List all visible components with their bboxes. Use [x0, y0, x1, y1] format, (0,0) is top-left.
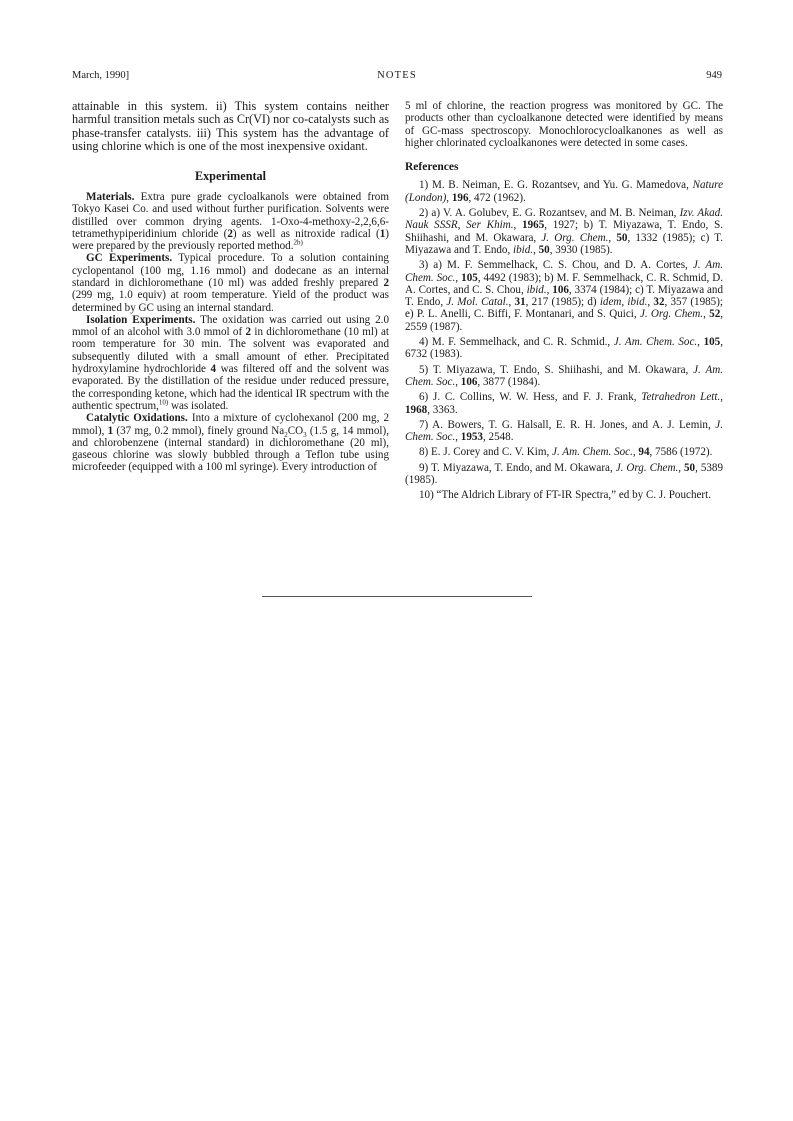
- ref-journal: J. Am. Chem. Soc.: [405, 363, 724, 388]
- ref-text: 7) A. Bowers, T. G. Halsall, E. R. H. Jones, and A. J. Lemin,: [419, 418, 716, 431]
- ref-volume: 106: [460, 375, 478, 388]
- ref-text: , 3930 (1985).: [549, 243, 613, 256]
- isolation-text-1: The oxidation was carried out using 2.0 mmol of an alcohol with 3.0 mmol of: [72, 313, 389, 339]
- ref-journal: J. Am. Chem. Soc.: [613, 336, 698, 349]
- running-header: [72, 70, 722, 86]
- compound-4-ref: 4: [210, 363, 217, 376]
- ref-text: ,: [546, 283, 553, 296]
- ref-text: ,: [533, 243, 539, 256]
- subscript-2: 2: [284, 430, 288, 439]
- right-column: [405, 100, 723, 505]
- ref-text: ,: [678, 461, 684, 474]
- ref-journal: J. Org. Chem.: [639, 308, 704, 321]
- gc-paragraph: [72, 252, 389, 313]
- reference-4: [405, 336, 723, 361]
- gc-text-1: Typical procedure. To a solution containing cyclopentanol (100 mg, 1.16 mmol) and dodecane as an internal standard in dichloromethane (10 ml) was added freshly prepared: [72, 252, 389, 289]
- ref-text: ,: [632, 446, 639, 459]
- ref-journal: J. Chem. Soc.: [405, 418, 723, 444]
- ref-text: , 3374 (1984); c) T. Miyazawa and T. Endo,: [405, 283, 723, 309]
- ref-volume: 196: [451, 191, 469, 204]
- ref-volume: 32: [653, 296, 665, 309]
- ref-text: ,: [703, 308, 710, 321]
- ref-text: 3) a) M. F. Semmelhack, C. S. Chou, and D. A. Cortes,: [419, 259, 693, 272]
- ref-journal: Nature (London): [405, 179, 723, 204]
- ref-volume: 50: [538, 243, 550, 256]
- ref-volume: 1968: [405, 403, 428, 416]
- ref-text: , 2548.: [482, 431, 514, 444]
- compound-1-ref: 1: [379, 227, 386, 240]
- compound-1-ref: 1: [107, 424, 114, 437]
- ref-text: 9) T. Miyazawa, T. Endo, and M. Okawara,: [419, 461, 616, 474]
- ref-journal: J. Mol. Catal.: [446, 296, 509, 309]
- continuation-paragraph: 5 ml of chlorine, the reaction progress was monitored by GC. The products other than cycloalkanone detected were identified by means of GC-mass spectroscopy. Monochlorocycloalkanones as well as higher chlorinated cycloalkanones were detected in some cases.: [405, 100, 723, 149]
- ref-text: ,: [455, 271, 462, 284]
- ref-text: ,: [446, 191, 452, 204]
- reference-7: [405, 419, 723, 444]
- isolation-text-2: in dichloromethane (10 ml) at room temperature for 30 min. The solvent was evaporated and subsequently diluted with a small amount of ether. Precipitated hydroxylamine hydrochloride: [72, 326, 389, 376]
- ref-journal: Tetrahedron Lett.: [641, 391, 721, 404]
- ref-volume: 106: [552, 283, 569, 296]
- ref-text: ,: [455, 375, 461, 388]
- header-date: March, 1990]: [72, 70, 130, 81]
- ref-text: , 1927; b) T. Miyazawa, T. Endo, S. Shiihashi, and M. Okawara,: [405, 219, 724, 244]
- ref-volume: 105: [461, 271, 478, 284]
- intro-paragraph: attainable in this system. ii) This system contains neither harmful transition metals such as Cr(VI) nor co-catalysts such as phase-transfer catalysts. iii) This system has the advantage of using chlorine which is one of the most inexpensive oxidant.: [72, 99, 389, 154]
- ref-text: ,: [697, 336, 704, 349]
- ref-text: , 1332 (1985); c) T. Miyazawa and T. Endo,: [405, 231, 724, 256]
- ref-text: ,: [513, 219, 523, 232]
- ref-volume: 1953: [460, 431, 483, 444]
- ref-text: 8) E. J. Corey and C. V. Kim,: [419, 446, 553, 459]
- ref-text: , 472 (1962).: [468, 191, 526, 204]
- materials-text-2: ) as well as nitroxide radical (: [232, 227, 380, 240]
- ref-text: , 4492 (1983); b) M. F. Semmelhack, C. R. Schmid, D. A. Cortes, and C. S. Chou,: [405, 271, 723, 296]
- ref-text: , 5389 (1985).: [405, 461, 724, 487]
- ref-text: ,: [455, 431, 461, 444]
- references-heading: References: [405, 161, 459, 174]
- ref-text: , 7586 (1972).: [649, 446, 713, 459]
- materials-text-1: Extra pure grade cycloalkanols were obtained from Tokyo Kasei Co. and used without further purification. Solvents were distilled over common drying agents. 1-Oxo-4-methoxy-2,2,6,6-tetramethypiperidinium chloride (: [72, 190, 389, 240]
- materials-text-3: ) were prepared by the previously reported method.: [72, 227, 389, 253]
- header-section: NOTES: [377, 70, 417, 81]
- materials-paragraph: [72, 191, 389, 252]
- ref-text: , 217 (1985); d): [525, 296, 600, 309]
- ref-text: , 3363.: [427, 403, 458, 416]
- isolation-title: Isolation Experiments.: [86, 313, 196, 326]
- reference-8: [405, 446, 723, 458]
- page-number: 949: [706, 70, 722, 81]
- reference-9: [405, 462, 723, 487]
- ref-text: , 6732 (1983).: [405, 336, 723, 361]
- ref-volume: 50: [684, 461, 696, 474]
- ref-journal: idem, ibid.: [599, 296, 648, 309]
- ref-journal: J. Am. Chem. Soc.: [405, 259, 723, 284]
- ref-text: 6) J. C. Collins, W. W. Hess, and F. J. Frank,: [419, 391, 642, 404]
- ref-text: 2) a) V. A. Golubev, E. G. Rozantsev, and M. B. Neiman,: [419, 207, 680, 220]
- isolation-paragraph: [72, 314, 389, 412]
- experimental-heading: Experimental: [194, 168, 267, 183]
- ref-journal: J. Org. Chem.: [541, 231, 609, 244]
- ref-text: 10) “The Aldrich Library of FT-IR Spectra,” ed by C. J. Pouchert.: [419, 489, 711, 502]
- ref-text: ,: [720, 391, 723, 404]
- ref-text: ,: [508, 296, 515, 309]
- catalytic-text-1: Into a mixture of cyclohexanol (200 mg, 2 mmol),: [72, 412, 389, 437]
- catalytic-text-3: CO: [287, 424, 304, 437]
- reference-6: [405, 391, 723, 416]
- reference-5: [405, 364, 723, 389]
- compound-2-ref: 2: [383, 277, 389, 289]
- catalytic-paragraph: [72, 412, 389, 473]
- citation-10: 10): [158, 398, 169, 407]
- ref-text: 5) T. Miyazawa, T. Endo, S. Shiihashi, and M. Okawara,: [419, 363, 694, 376]
- compound-2-ref: 2: [227, 227, 233, 240]
- catalytic-text-4: (1.5 g, 14 mmol), and chlorobenzene (internal standard) in dichloromethane (20 ml), gaseous chlorine was slowly bubbled through a Teflon tube using microfeeder (equipped with a 100 ml syringe). Every introduction of: [72, 424, 389, 474]
- ref-text: ,: [608, 231, 617, 244]
- gc-title: GC Experiments.: [86, 252, 173, 265]
- citation-2b: 2b): [293, 238, 303, 247]
- ref-text: ,: [647, 296, 654, 309]
- ref-journal: J. Org. Chem.: [615, 461, 679, 474]
- ref-volume: 31: [514, 296, 526, 309]
- isolation-text-3: was filtered off and the solvent was evaporated. By the distillation of the residue under reduced pressure, the corresponding ketone, which had the identical IR spectrum with the authentic spectrum,: [72, 363, 390, 412]
- ref-text: , 2559 (1987).: [405, 308, 724, 333]
- ref-volume: 94: [638, 446, 650, 459]
- left-column: [72, 100, 389, 474]
- ref-text: 1) M. B. Neiman, E. G. Rozantsev, and Yu. G. Mamedova,: [419, 179, 693, 192]
- reference-2: [405, 207, 723, 256]
- ref-volume: 105: [703, 336, 721, 349]
- reference-1: [405, 179, 723, 204]
- ref-journal: ibid.: [526, 283, 547, 296]
- ref-text: 4) M. F. Semmelhack, and C. R. Schmid.,: [419, 336, 614, 349]
- ref-text: , 357 (1985); e) P. L. Anelli, C. Biffi, F. Montanari, and S. Quici,: [405, 296, 723, 321]
- isolation-text-4: was isolated.: [168, 399, 229, 412]
- materials-title: Materials.: [86, 190, 135, 203]
- ref-journal: J. Am. Chem. Soc.: [552, 446, 633, 459]
- subscript-3: 3: [303, 430, 307, 439]
- end-rule: [262, 596, 532, 597]
- reference-10: [405, 489, 723, 501]
- ref-journal: ibid.: [513, 243, 534, 256]
- catalytic-text-2: (37 mg, 0.2 mmol), finely ground Na: [113, 424, 285, 437]
- ref-text: , 3877 (1984).: [477, 375, 541, 388]
- reference-3: [405, 259, 723, 333]
- catalytic-title: Catalytic Oxidations.: [86, 412, 188, 425]
- ref-volume: 50: [616, 231, 628, 244]
- compound-2-ref: 2: [245, 326, 252, 339]
- ref-volume: 52: [709, 308, 721, 321]
- gc-text-2: (299 mg, 1.0 equiv) at room temperature. Yield of the product was determined by GC using an internal standard.: [72, 289, 389, 314]
- ref-volume: 1965: [522, 219, 545, 232]
- ref-journal: Izv. Akad. Nauk SSSR, Ser Khim.: [405, 207, 723, 232]
